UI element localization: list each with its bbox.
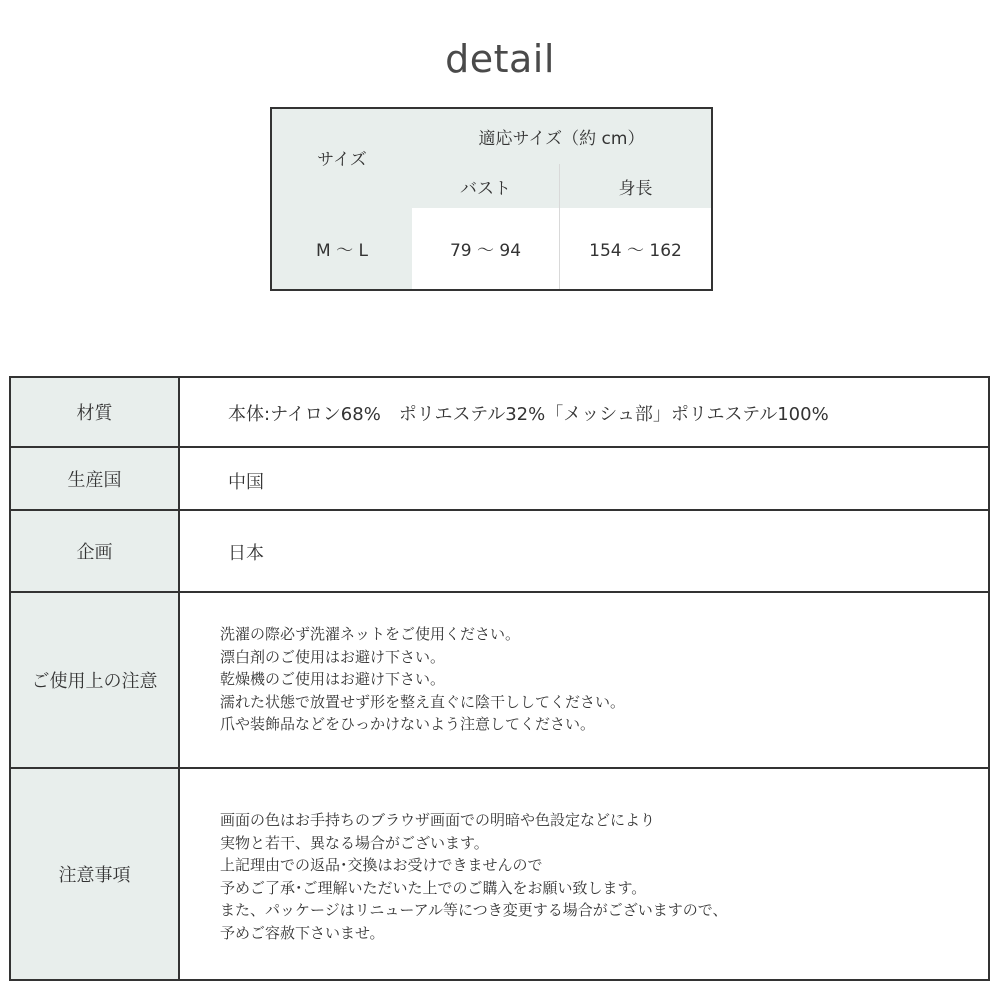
usage-note-line: 洗濯の際必ず洗濯ネットをご使用ください。 bbox=[220, 625, 521, 643]
notices-label: 注意事項 bbox=[11, 769, 180, 979]
column-divider bbox=[559, 164, 560, 289]
usage-note-line: 爪や装飾品などをひっかけないよう注意してください。 bbox=[220, 715, 596, 733]
height-value bbox=[560, 208, 711, 289]
fit-size-header-text: 適応サイズ（約 cm） bbox=[478, 129, 645, 149]
detail-row-notices bbox=[11, 769, 988, 979]
notice-line: 予めご容赦下さいませ。 bbox=[220, 923, 385, 942]
height-header bbox=[560, 164, 711, 208]
detail-row-planning bbox=[11, 511, 988, 593]
notice-line: 上記理由での返品･交換はお受けできませんので bbox=[220, 856, 543, 874]
origin-value: 中国 bbox=[228, 472, 264, 493]
notice-line: また、パッケージはリニューアル等につき変更する場合がございますので、 bbox=[220, 901, 728, 919]
page-title: detail bbox=[445, 37, 555, 81]
usage-notes-label: ご使用上の注意 bbox=[11, 593, 180, 767]
size-header: サイズ bbox=[317, 150, 367, 170]
notice-line: 実物と若干、異なる場合がございます。 bbox=[220, 833, 489, 852]
origin-label: 生産国 bbox=[11, 448, 180, 509]
usage-note-line: 乾燥機のご使用はお避け下さい。 bbox=[220, 670, 446, 688]
notice-line: 画面の色はお手持ちのブラウザ画面での明暗や色設定などにより bbox=[220, 811, 656, 829]
height-header-text: 身長 bbox=[618, 178, 653, 199]
height-value-text: 154 ～ 162 bbox=[589, 241, 682, 261]
planning-value: 日本 bbox=[228, 543, 264, 564]
usage-note-line: 漂白剤のご使用はお避け下さい。 bbox=[220, 647, 446, 666]
usage-note-line: 濡れた状態で放置せず形を整え直ぐに陰干ししてください。 bbox=[220, 692, 626, 711]
bust-header bbox=[412, 164, 559, 208]
size-header-cell bbox=[272, 109, 412, 289]
material-label: 材質 bbox=[11, 378, 180, 446]
detail-row-material bbox=[11, 378, 988, 448]
detail-row-origin bbox=[11, 448, 988, 511]
usage-notes-list bbox=[220, 623, 625, 736]
size-value: M ～ L bbox=[316, 241, 368, 261]
planning-label: 企画 bbox=[11, 511, 180, 591]
fit-size-header bbox=[412, 109, 711, 164]
bust-value-text: 79 ～ 94 bbox=[449, 241, 522, 261]
material-value: 本体:ナイロン68% ポリエステル32%「メッシュ部」ポリエステル100% bbox=[228, 404, 829, 425]
detail-row-usage-notes bbox=[11, 593, 988, 769]
size-table bbox=[270, 107, 713, 291]
notice-line: 予めご了承･ご理解いただいた上でのご購入をお願い致します。 bbox=[220, 878, 647, 897]
bust-value bbox=[412, 208, 559, 289]
detail-table bbox=[9, 376, 990, 981]
bust-header-text: バスト bbox=[460, 178, 511, 199]
notices-list bbox=[220, 809, 727, 944]
